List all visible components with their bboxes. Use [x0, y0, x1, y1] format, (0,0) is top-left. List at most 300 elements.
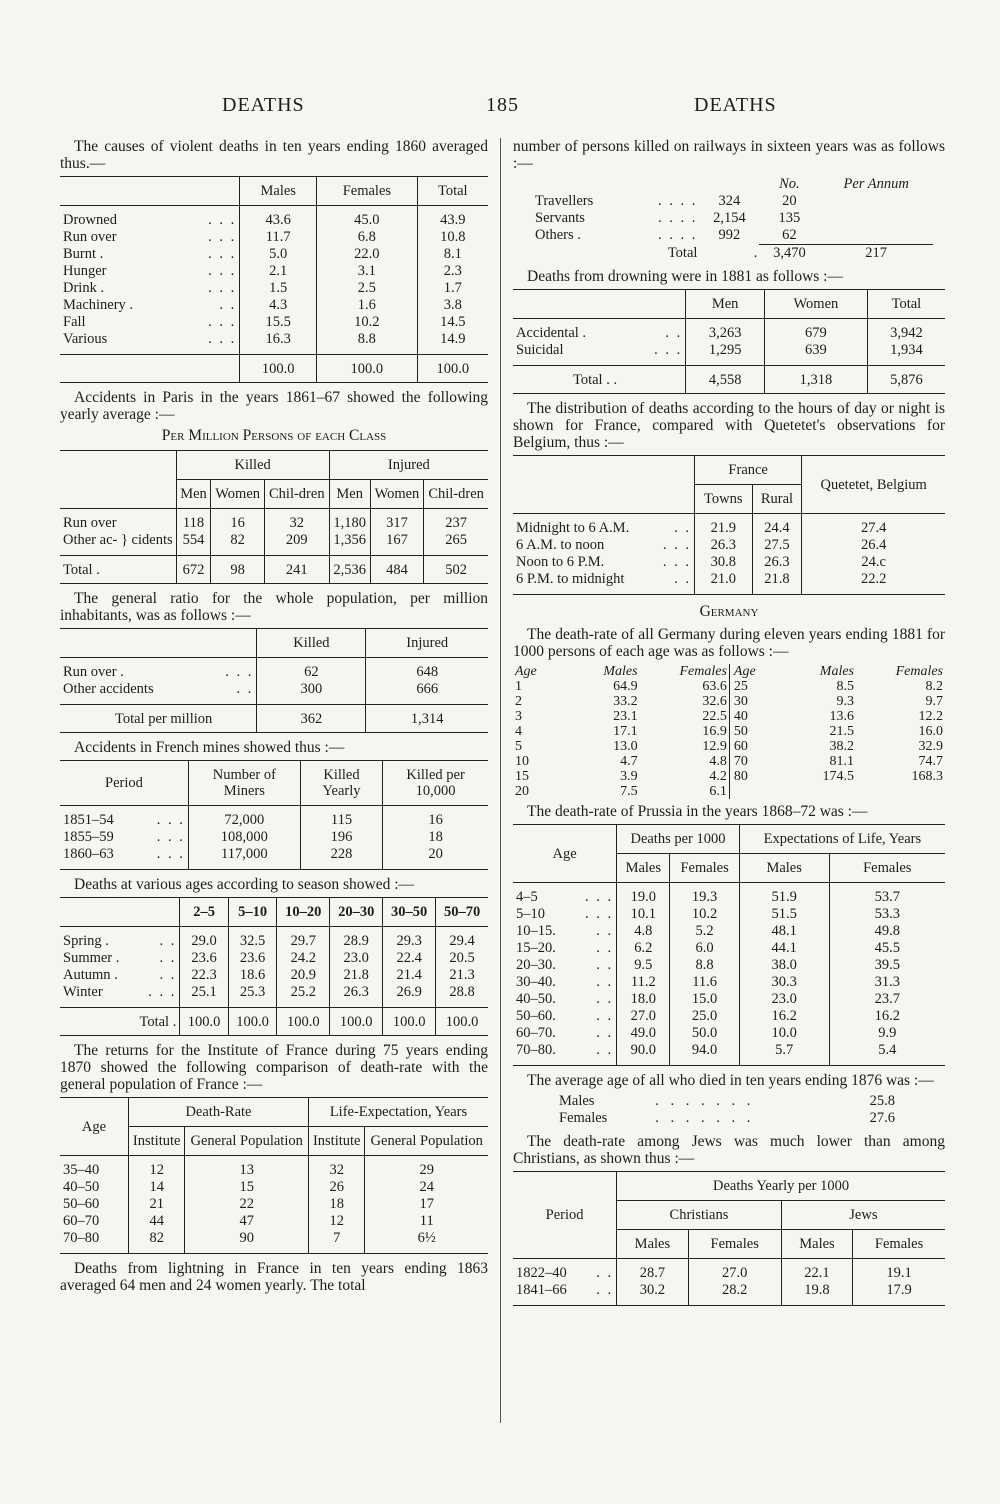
table-row	[513, 923, 945, 940]
table-cell: 24.c	[802, 554, 945, 571]
row-label	[513, 991, 617, 1008]
row-label	[513, 1282, 617, 1306]
col-header: Men	[329, 480, 370, 509]
table-cell: 648	[366, 658, 488, 682]
table-cell: 2.3	[417, 263, 488, 280]
table-cell: 40	[729, 709, 789, 724]
table-cell: 22.4	[383, 950, 436, 967]
table-cell: 23.1	[613, 709, 638, 724]
row-label	[513, 514, 694, 538]
table-cell: 15.0	[670, 991, 739, 1008]
row-label-text: Other ac- } cidents	[63, 532, 173, 548]
table-row	[513, 906, 945, 923]
table-cell: 16.9	[702, 724, 727, 739]
table-cell: 10.8	[417, 229, 488, 246]
table-row	[513, 769, 945, 784]
table-cell: 12	[308, 1213, 364, 1230]
table-cell: 1.5	[240, 280, 317, 297]
total-cell: 100.0	[228, 1008, 277, 1036]
row-label	[513, 342, 686, 366]
table-cell: 38.0	[739, 957, 829, 974]
total-cell: 672	[176, 556, 211, 584]
table-cell: 16	[383, 806, 488, 830]
total-cell: 100.0	[383, 1008, 436, 1036]
table-cell: 23.6	[228, 950, 277, 967]
col-header: Males	[739, 854, 829, 883]
row-label	[513, 554, 694, 571]
table-cell: 18	[383, 829, 488, 846]
row-label-text: 60–70.	[516, 1025, 556, 1041]
table-cell: 4.2	[709, 769, 727, 784]
table-row	[60, 950, 488, 967]
list-item	[557, 1093, 897, 1110]
col-header: Killed Yearly	[300, 761, 382, 806]
row-label-text: Servants	[535, 210, 585, 226]
table-row	[60, 681, 488, 705]
paragraph-railways: number of persons killed on railways in sixteen years was as follows :—	[513, 138, 945, 172]
table-cell: 18	[308, 1196, 364, 1213]
table-cell: 38.2	[829, 739, 854, 754]
table-cell: 4.8	[709, 754, 727, 769]
table-cell: 25	[729, 679, 789, 694]
table-cell: 228	[300, 846, 382, 870]
table-row	[60, 658, 488, 682]
row-label	[60, 846, 188, 870]
row-label	[60, 806, 188, 830]
table-cell: 4.3	[240, 297, 317, 314]
row-label-text: Noon to 6 P.M.	[516, 554, 605, 570]
table-cell: 15	[515, 769, 529, 784]
left-column	[60, 138, 488, 1298]
row-label-text: Run over	[63, 229, 117, 245]
row-label	[513, 906, 617, 923]
table-cell: 3.8	[417, 297, 488, 314]
total-cell: 241	[264, 556, 329, 584]
col-header: General Population	[365, 1127, 488, 1156]
total-cell: 1,314	[366, 705, 488, 733]
table-cell: 22.3	[180, 967, 229, 984]
row-label	[60, 829, 188, 846]
table-cell: 26.3	[330, 984, 383, 1008]
table-cell: 15.5	[240, 314, 317, 331]
row-label-text: Hunger	[63, 263, 107, 279]
col-header: Total	[417, 177, 488, 206]
table-cell: 14.9	[417, 331, 488, 355]
row-label-text: 6 P.M. to midnight	[516, 571, 625, 587]
table-cell: 53.7	[829, 883, 945, 907]
row-label-text: Summer .	[63, 950, 120, 966]
table-cell: 53.3	[829, 906, 945, 923]
table-cell: 237	[424, 509, 488, 533]
table-cell: 2.5	[317, 280, 417, 297]
table-cell: 50	[729, 724, 789, 739]
col-header: Men	[176, 480, 211, 509]
row-label-text: Drink .	[63, 280, 105, 296]
table-cell: 27.0	[617, 1008, 670, 1025]
table-cell: 21.0	[694, 571, 752, 595]
col-header: Number of Miners	[188, 761, 300, 806]
row-label	[60, 331, 240, 355]
row-label	[60, 950, 180, 967]
table-cell: 25.2	[277, 984, 330, 1008]
table-cell: 29.0	[180, 927, 229, 951]
table-row	[513, 571, 945, 595]
row-label	[60, 263, 240, 280]
table-cell: 118	[176, 509, 211, 533]
table-row	[513, 739, 945, 754]
table-cell: 992	[718, 227, 741, 244]
table-cell: 6.1	[709, 784, 727, 799]
dot-leader: . . .	[208, 280, 237, 296]
table-cell: 26.3	[694, 537, 752, 554]
table-cell: 14.5	[417, 314, 488, 331]
dot-leader: . . .	[156, 812, 185, 828]
table-cell: 10	[515, 754, 529, 769]
table-cell: 51.5	[739, 906, 829, 923]
table-row	[513, 1042, 945, 1066]
dot-leader: . .	[596, 1265, 614, 1281]
dot-leader: . .	[674, 520, 691, 536]
table-cell: 174.5	[822, 769, 854, 784]
col-header: Males	[240, 177, 317, 206]
dot-leader: . . .	[208, 314, 237, 330]
table-row	[513, 319, 945, 343]
table-row	[60, 246, 488, 263]
row-label-text: Travellers	[535, 193, 594, 209]
paragraph-general-ratio: The general ratio for the whole population, per million inhabitants, was as follows :—	[60, 590, 488, 624]
table-cell: 3,942	[867, 319, 945, 343]
dot-leader: . . .	[208, 263, 237, 279]
col-header: 5–10	[228, 898, 277, 927]
table-cell: 17.9	[853, 1282, 945, 1306]
table-cell: 74.7	[918, 754, 943, 769]
row-label-text: Winter	[63, 984, 103, 1000]
dot-leader: . .	[665, 325, 683, 341]
table-row	[513, 709, 945, 724]
table-row	[60, 1156, 488, 1180]
row-label-text: Accidental .	[516, 325, 587, 341]
table-cell: 317	[370, 509, 424, 533]
table-cell: 27.5	[752, 537, 802, 554]
table-row	[513, 679, 945, 694]
group-header: Killed	[176, 451, 329, 480]
dot-leader: . . .	[208, 246, 237, 262]
table-row	[513, 957, 945, 974]
row-label	[60, 509, 176, 533]
col-header: 20–30	[330, 898, 383, 927]
table-cell: 8.8	[670, 957, 739, 974]
dot-leader: . .	[159, 933, 177, 949]
col-header: Quetetet, Belgium	[802, 456, 945, 514]
total-cell: 5,876	[867, 366, 945, 394]
table-cell: 32	[308, 1156, 364, 1180]
row-label	[60, 206, 240, 230]
table-cell: 49.0	[617, 1025, 670, 1042]
dot-leader: . . .	[148, 984, 177, 1000]
table-cell: 12.2	[918, 709, 943, 724]
table-cell: 28.2	[688, 1282, 781, 1306]
table-cell: 17	[365, 1196, 488, 1213]
dot-leader: . .	[219, 297, 237, 313]
col-header: 2–5	[180, 898, 229, 927]
paragraph-paris: Accidents in Paris in the years 1861–67 showed the following yearly average :—	[60, 389, 488, 423]
table-cell: 32.6	[702, 694, 727, 709]
row-label	[60, 280, 240, 297]
total-label: Total	[573, 372, 603, 388]
row-label	[513, 571, 694, 595]
total-cell: 362	[257, 705, 366, 733]
col-header: Total	[867, 290, 945, 319]
col-header: Females	[679, 664, 727, 679]
col-header: Rural	[752, 485, 802, 514]
table-cell: 29.7	[277, 927, 330, 951]
table-cell: 21.8	[330, 967, 383, 984]
table-cell: 12.9	[702, 739, 727, 754]
table-violent-deaths	[60, 176, 488, 383]
col-header: Females	[895, 664, 943, 679]
row-label	[60, 681, 257, 705]
row-label-text: 70–80	[63, 1230, 100, 1246]
table-cell: 2,154	[713, 210, 746, 226]
table-cell: 30	[729, 694, 789, 709]
col-header: Females	[853, 1230, 945, 1259]
total-label: Total .	[63, 562, 100, 578]
table-row	[60, 967, 488, 984]
table-row	[60, 829, 488, 846]
paragraph-institute: The returns for the Institute of France during 75 years ending 1870 showed the following comparison of death-rate with the general population of France :—	[60, 1042, 488, 1093]
table-cell: 32	[264, 509, 329, 533]
table-cell: 13	[185, 1156, 309, 1180]
dot-leader: . . . .	[658, 227, 698, 244]
row-label	[513, 883, 617, 907]
row-label-text: Machinery .	[63, 297, 134, 313]
table-cell: 28.9	[330, 927, 383, 951]
group-header: Death-Rate	[128, 1098, 308, 1127]
table-cell: 20.9	[277, 967, 330, 984]
total-label: Total .	[139, 1014, 177, 1030]
row-label-text: 60–70	[63, 1213, 100, 1229]
table-cell: 32.5	[228, 927, 277, 951]
paragraph-lightning: Deaths from lightning in France in ten years ending 1863 averaged 64 men and 24 women yearly. The total	[60, 1260, 488, 1294]
table-cell: 10.2	[670, 906, 739, 923]
dot-leader: . . .	[662, 537, 691, 553]
table-cell: 80	[729, 769, 789, 784]
table-row	[60, 331, 488, 355]
table-cell: 639	[765, 342, 868, 366]
table-cell: 47	[185, 1213, 309, 1230]
table-cell: 21.4	[383, 967, 436, 984]
running-head-left: DEATHS	[222, 94, 305, 116]
table-cell: 7	[308, 1230, 364, 1254]
group-header: Jews	[781, 1201, 945, 1230]
table-cell: 2	[515, 694, 522, 709]
total-label: Total	[667, 245, 698, 261]
col-header: Males	[603, 664, 638, 679]
table-cell: 22.0	[317, 246, 417, 263]
total-cell: 100.0	[417, 355, 488, 383]
group-header: Injured	[329, 451, 488, 480]
table-cell: 21.3	[436, 967, 488, 984]
table-cell: 13.0	[613, 739, 638, 754]
table-cell: 19.3	[670, 883, 739, 907]
row-label-text: Various	[63, 331, 108, 347]
table-row	[533, 227, 933, 245]
table-row	[60, 280, 488, 297]
table-cell: 5.7	[739, 1042, 829, 1066]
total-cell: 100.0	[317, 355, 417, 383]
dot-leader: . . .	[156, 846, 185, 862]
row-label-text: Autumn .	[63, 967, 118, 983]
col-header: Chil-dren	[264, 480, 329, 509]
table-cell: 48.1	[739, 923, 829, 940]
row-label	[533, 210, 699, 227]
table-cell: 29.4	[436, 927, 488, 951]
table-row	[533, 210, 933, 227]
table-cell: 50.0	[670, 1025, 739, 1042]
col-header: Women	[370, 480, 424, 509]
row-label	[513, 1025, 617, 1042]
group-header: France	[694, 456, 801, 485]
table-railways	[533, 176, 933, 262]
dot-leader: . .	[596, 1282, 614, 1298]
table-cell: 17.1	[613, 724, 638, 739]
total-cell: 3,470	[773, 245, 806, 261]
row-label-text: Burnt .	[63, 246, 104, 262]
table-cell: 265	[424, 532, 488, 556]
row-label	[60, 658, 257, 682]
row-label-text: 35–40	[63, 1162, 100, 1178]
col-header: Killed	[257, 629, 366, 658]
table-cell: 4.7	[620, 754, 638, 769]
row-label-text: 1860–63	[63, 846, 114, 862]
table-cell: 3,263	[686, 319, 765, 343]
table-cell: 300	[257, 681, 366, 705]
table-cell: 29	[365, 1156, 488, 1180]
table-cell: 10.2	[317, 314, 417, 331]
col-header: Men	[686, 290, 765, 319]
col-header: 50–70	[436, 898, 488, 927]
col-header: Towns	[694, 485, 752, 514]
dot-leader: . . .	[208, 229, 237, 245]
dot-leader: . . .	[654, 342, 683, 358]
dot-leader: . . .	[208, 212, 237, 228]
table-cell: 20.5	[436, 950, 488, 967]
table-cell: 13.6	[829, 709, 854, 724]
col-header: Males	[781, 1230, 852, 1259]
table-row	[513, 537, 945, 554]
table-cell: 24.2	[277, 950, 330, 967]
table-cell: 26	[308, 1179, 364, 1196]
row-label	[60, 1213, 128, 1230]
table-cell: 16.2	[739, 1008, 829, 1025]
table-cell: 19.0	[617, 883, 670, 907]
table-cell: 16.3	[240, 331, 317, 355]
table-cell: 33.2	[613, 694, 638, 709]
table-cell: 60	[729, 739, 789, 754]
list-item	[557, 1110, 897, 1127]
table-cell: 44	[128, 1213, 184, 1230]
col-header: Women	[765, 290, 868, 319]
table-cell: 679	[765, 319, 868, 343]
table-row	[513, 514, 945, 538]
table-cell: 27.0	[688, 1259, 781, 1283]
table-cell: 6.0	[670, 940, 739, 957]
table-row	[60, 263, 488, 280]
row-label	[60, 927, 180, 951]
table-cell: 43.9	[417, 206, 488, 230]
table-cell: 21.5	[829, 724, 854, 739]
table-cell: 49.8	[829, 923, 945, 940]
row-label-text: Others .	[535, 227, 581, 244]
table-cell: 11.7	[240, 229, 317, 246]
table-cell: 1.6	[317, 297, 417, 314]
table-cell: 44.1	[739, 940, 829, 957]
dot-leader: . .	[159, 967, 177, 983]
table-row	[513, 1008, 945, 1025]
table-row	[513, 974, 945, 991]
table-row	[513, 342, 945, 366]
row-label-text: 6 A.M. to noon	[516, 537, 605, 553]
dot-leader: . .	[596, 974, 614, 990]
dot-leader: . . . . . . .	[655, 1093, 755, 1109]
paragraph-hours: The distribution of deaths according to the hours of day or night is shown for France, compared with Quetetet's observations for Belgium, thus :—	[513, 400, 945, 451]
paragraph-mines: Accidents in French mines showed thus :—	[74, 739, 345, 756]
table-cell: 30.3	[739, 974, 829, 991]
total-cell: 484	[370, 556, 424, 584]
table-cell: 25.1	[180, 984, 229, 1008]
col-header: Age	[515, 664, 537, 679]
col-header: Period	[545, 1207, 584, 1223]
col-header: No.	[779, 176, 800, 192]
col-header: Males	[617, 1230, 688, 1259]
table-cell	[729, 784, 789, 799]
table-row	[60, 314, 488, 331]
table-caption: Per Million Persons of each Class	[161, 427, 387, 444]
row-label	[513, 1259, 617, 1283]
row-label	[513, 319, 686, 343]
table-cell: 1	[515, 679, 522, 694]
total-cell: 100.0	[330, 1008, 383, 1036]
table-row	[513, 724, 945, 739]
row-label	[513, 940, 617, 957]
table-cell: 8.5	[836, 679, 854, 694]
table-cell: 16	[211, 509, 265, 533]
table-drowning	[513, 289, 945, 394]
row-label-text: 1851–54	[63, 812, 114, 828]
table-row	[60, 984, 488, 1008]
row-label-text: Other accidents	[63, 681, 154, 697]
table-cell: 24.4	[752, 514, 802, 538]
running-head-right: DEATHS	[694, 94, 777, 116]
row-label-text: Run over .	[63, 664, 124, 680]
table-cell: 62	[782, 227, 797, 243]
row-label-text: 20–30.	[516, 957, 556, 973]
table-row	[513, 1259, 945, 1283]
table-row	[513, 1282, 945, 1306]
table-cell: 25.0	[670, 1008, 739, 1025]
table-row	[60, 297, 488, 314]
col-header: Institute	[308, 1127, 364, 1156]
table-cell: 25.8	[869, 1093, 895, 1109]
dot-leader: . .	[236, 681, 254, 697]
table-cell: 22.2	[802, 571, 945, 595]
row-label: Females	[559, 1110, 608, 1126]
table-cell: 16.0	[918, 724, 943, 739]
row-label	[60, 1156, 128, 1180]
table-cell: 20	[782, 193, 797, 209]
row-label-text: Suicidal	[516, 342, 564, 358]
paragraph-prussia: The death-rate of Prussia in the years 1868–72 was :—	[527, 803, 868, 820]
